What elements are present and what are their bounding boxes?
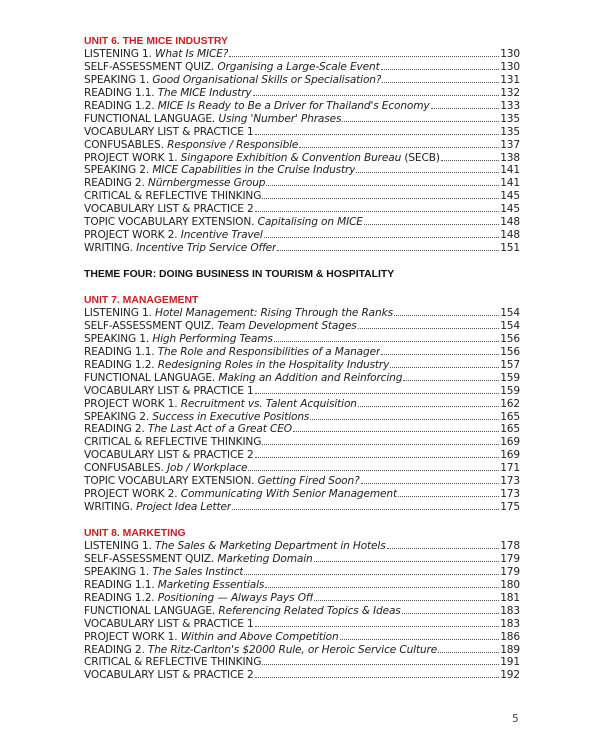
toc-entry-text	[84, 113, 341, 126]
toc-entry[interactable]	[84, 61, 520, 74]
entry-section-label: SELF-ASSESSMENT QUIZ.	[84, 60, 218, 73]
toc-entry[interactable]	[84, 540, 520, 553]
dot-leader	[381, 69, 500, 70]
toc-entry[interactable]	[84, 177, 520, 190]
dot-leader	[255, 211, 500, 212]
toc-entry-text	[84, 436, 261, 449]
entry-page-number: 133	[500, 99, 520, 112]
toc-entry-text	[84, 100, 430, 113]
entry-page-number: 191	[500, 656, 520, 669]
dot-leader	[255, 626, 500, 627]
toc-entry[interactable]	[84, 100, 520, 113]
entry-page-number: 145	[500, 190, 520, 203]
entry-section-label: SPEAKING 2.	[84, 410, 153, 423]
toc-entry-text	[84, 385, 254, 398]
entry-title: Positioning — Always Pays Off	[157, 591, 314, 604]
entry-title: The Sales Instinct	[152, 565, 244, 578]
entry-title: Team Development Stages	[217, 319, 357, 332]
entry-title: Redesigning Roles in the Hospitality Industry	[157, 358, 390, 371]
dot-leader	[253, 95, 500, 96]
dot-leader	[262, 198, 499, 199]
entry-section-label: VOCABULARY LIST & PRACTICE 1	[84, 617, 254, 630]
toc-entry-text	[84, 229, 263, 242]
entry-title: Good Organisational Skills or Specialisation?	[152, 73, 382, 86]
entry-page-number: 181	[500, 591, 520, 604]
dot-leader	[274, 341, 499, 342]
dot-leader	[266, 185, 499, 186]
entry-page-number: 179	[500, 565, 520, 578]
toc-entry-text	[84, 242, 276, 255]
entry-title: High Performing Teams	[152, 332, 273, 345]
theme-heading: THEME FOUR: DOING BUSINESS IN TOURISM & HOSPITALITY	[84, 269, 395, 280]
dot-leader	[356, 172, 499, 173]
toc-entry[interactable]	[84, 242, 520, 255]
toc-entry[interactable]	[84, 669, 520, 682]
toc-entry[interactable]	[84, 436, 520, 449]
entry-section-label: VOCABULARY LIST & PRACTICE 1	[84, 384, 254, 397]
entry-page-number: 180	[500, 578, 520, 591]
entry-page-number: 173	[500, 475, 520, 488]
toc-entry[interactable]	[84, 475, 520, 488]
entry-page-number: 178	[500, 540, 520, 552]
entry-section-label: CONFUSABLES.	[84, 462, 168, 475]
entry-title: Singapore Exhibition & Convention Bureau	[180, 151, 402, 164]
toc-entry[interactable]	[84, 644, 520, 657]
entry-title: Project Idea Letter	[136, 501, 232, 514]
dot-leader	[342, 121, 499, 122]
entry-page-number: 138	[500, 151, 520, 164]
dot-leader	[381, 354, 499, 355]
toc-entry-text	[84, 449, 254, 462]
toc-entry-text	[84, 644, 437, 657]
toc-entry[interactable]	[84, 203, 520, 216]
entry-title: Within and Above Competition	[180, 630, 339, 643]
entry-section-label: READING 2.	[84, 423, 148, 436]
dot-leader	[441, 160, 499, 161]
toc-entry[interactable]	[84, 216, 520, 229]
entry-page-number: 183	[500, 617, 520, 630]
toc-entry-text	[84, 203, 254, 216]
toc-entry[interactable]	[84, 48, 520, 61]
entry-title: Responsive / Responsible	[167, 138, 299, 151]
entry-title: The Sales & Marketing Department in Hotels	[155, 540, 386, 552]
entry-title: Hotel Management: Rising Through the Ranks	[155, 307, 393, 319]
toc-entry-text	[84, 333, 273, 346]
dot-leader	[255, 457, 500, 458]
dot-leader	[431, 108, 500, 109]
entry-section-label: READING 1.2.	[84, 99, 158, 112]
dot-leader	[358, 406, 499, 407]
toc-entry-text	[84, 48, 228, 61]
toc-entry[interactable]	[84, 164, 520, 177]
entry-section-label: FUNCTIONAL LANGUAGE.	[84, 604, 219, 617]
dot-leader	[358, 328, 500, 329]
entry-title: Capitalising on MICE	[257, 216, 363, 229]
dot-leader	[232, 509, 499, 510]
entry-section-label: LISTENING 1.	[84, 307, 155, 319]
toc-entry-text	[84, 488, 397, 501]
entry-page-number: 171	[500, 462, 520, 475]
entry-section-label: SELF-ASSESSMENT QUIZ.	[84, 552, 218, 565]
entry-page-number: 130	[500, 60, 520, 73]
dot-leader	[262, 444, 499, 445]
unit-heading: UNIT 8. MARKETING	[84, 528, 186, 539]
entry-title: The MICE Industry	[157, 86, 252, 99]
dot-leader	[390, 367, 499, 368]
dot-leader	[248, 470, 499, 471]
toc-entry-text	[84, 656, 261, 669]
entry-title: Incentive Trip Service Offer	[136, 242, 277, 255]
dot-leader	[310, 419, 499, 420]
toc-entry-text	[84, 320, 357, 333]
entry-section-label: READING 2.	[84, 643, 148, 656]
dot-leader	[255, 134, 500, 135]
entry-section-label: PROJECT WORK 2.	[84, 488, 181, 501]
entry-section-label: FUNCTIONAL LANGUAGE.	[84, 371, 219, 384]
toc-entry-text	[84, 190, 261, 203]
toc-entry[interactable]	[84, 152, 520, 165]
entry-page-number: 154	[500, 307, 520, 319]
toc-entry[interactable]	[84, 190, 520, 203]
toc-entry[interactable]	[84, 618, 520, 631]
toc-entry-text	[84, 540, 386, 553]
toc-entry[interactable]	[84, 87, 520, 100]
entry-page-number: 169	[500, 436, 520, 449]
toc-entry-text	[84, 346, 380, 359]
toc-entry-text	[84, 411, 309, 424]
entry-section-label: SPEAKING 2.	[84, 164, 153, 177]
entry-section-label: READING 1.1.	[84, 345, 158, 358]
entry-section-label: READING 1.2.	[84, 591, 158, 604]
entry-title: Referencing Related Topics & Ideas	[218, 604, 401, 617]
dot-leader	[402, 613, 500, 614]
entry-title-suffix: (SECB)	[401, 151, 440, 164]
toc-entry[interactable]	[84, 605, 520, 618]
entry-page-number: 169	[500, 449, 520, 462]
entry-page-number: 165	[500, 423, 520, 436]
entry-title: Organising a Large-Scale Event	[217, 60, 380, 73]
entry-title: Incentive Travel	[180, 229, 263, 242]
entry-section-label: CRITICAL & REFLECTIVE THINKING	[84, 190, 262, 203]
toc-entry-text	[84, 126, 254, 139]
toc-entry-text	[84, 164, 355, 177]
entry-section-label: CRITICAL & REFLECTIVE THINKING	[84, 656, 262, 669]
entry-section-label: PROJECT WORK 2.	[84, 229, 181, 242]
entry-title: Marketing Essentials	[157, 578, 265, 591]
toc-entry-text	[84, 669, 254, 682]
section-gap	[84, 255, 520, 268]
toc-entry[interactable]	[84, 372, 520, 385]
entry-page-number: 183	[500, 604, 520, 617]
toc-entry[interactable]	[84, 462, 520, 475]
toc-entry[interactable]	[84, 359, 520, 372]
entry-page-number: 162	[500, 397, 520, 410]
toc-entry[interactable]	[84, 385, 520, 398]
dot-leader	[277, 250, 499, 251]
entry-section-label: PROJECT WORK 1.	[84, 151, 181, 164]
entry-section-label: LISTENING 1.	[84, 48, 155, 60]
toc-entry[interactable]	[84, 656, 520, 669]
entry-page-number: 141	[500, 177, 520, 190]
toc-entry-text	[84, 566, 243, 579]
entry-title: Using 'Number' Phrases	[218, 112, 342, 125]
toc-entry-text	[84, 398, 357, 411]
toc-entry[interactable]	[84, 113, 520, 126]
entry-section-label: SELF-ASSESSMENT QUIZ.	[84, 319, 218, 332]
toc-entry[interactable]	[84, 501, 520, 514]
toc-entry-text	[84, 462, 247, 475]
dot-leader	[293, 431, 499, 432]
toc-entry-text	[84, 359, 389, 372]
entry-section-label: LISTENING 1.	[84, 540, 155, 552]
entry-page-number: 179	[500, 552, 520, 565]
toc-entry[interactable]	[84, 398, 520, 411]
entry-section-label: READING 2.	[84, 177, 148, 190]
toc-entry[interactable]	[84, 592, 520, 605]
entry-section-label: FUNCTIONAL LANGUAGE.	[84, 112, 219, 125]
dot-leader	[314, 600, 499, 601]
toc-entry[interactable]	[84, 553, 520, 566]
toc-entry[interactable]	[84, 333, 520, 346]
entry-page-number: 186	[500, 630, 520, 643]
toc-entry-text	[84, 307, 393, 320]
table-of-contents	[84, 35, 520, 682]
dot-leader	[364, 224, 499, 225]
entry-section-label: TOPIC VOCABULARY EXTENSION.	[84, 475, 258, 488]
entry-page-number: 159	[500, 371, 520, 384]
dot-leader	[265, 587, 499, 588]
entry-section-label: READING 1.1.	[84, 86, 158, 99]
section-gap	[84, 514, 520, 527]
toc-entry[interactable]	[84, 320, 520, 333]
entry-page-number: 165	[500, 410, 520, 423]
dot-leader	[403, 380, 499, 381]
toc-entry[interactable]	[84, 631, 520, 644]
entry-page-number: 145	[500, 203, 520, 216]
entry-section-label: CONFUSABLES.	[84, 138, 168, 151]
entry-section-label: SPEAKING 1.	[84, 332, 153, 345]
entry-page-number: 154	[500, 319, 520, 332]
dot-leader	[382, 82, 499, 83]
entry-section-label: PROJECT WORK 1.	[84, 397, 181, 410]
toc-entry-text	[84, 618, 254, 631]
entry-page-number: 159	[500, 384, 520, 397]
entry-section-label: VOCABULARY LIST & PRACTICE 2	[84, 669, 254, 682]
entry-page-number: 156	[500, 332, 520, 345]
entry-title: What Is MICE?	[155, 48, 229, 60]
dot-leader	[244, 574, 499, 575]
toc-entry-text	[84, 61, 380, 74]
toc-entry[interactable]	[84, 229, 520, 242]
toc-entry-text	[84, 372, 402, 385]
toc-entry[interactable]	[84, 449, 520, 462]
entry-page-number: 137	[500, 138, 520, 151]
entry-title: Nürnbergmesse Group	[147, 177, 266, 190]
toc-entry[interactable]	[84, 307, 520, 320]
dot-leader	[262, 664, 499, 665]
dot-leader	[398, 496, 499, 497]
entry-page-number: 132	[500, 86, 520, 99]
entry-title: Job / Workplace	[167, 462, 248, 475]
entry-page-number: 192	[500, 669, 520, 682]
toc-entry-text	[84, 631, 339, 644]
entry-title: Marketing Domain	[217, 552, 313, 565]
toc-entry-text	[84, 553, 313, 566]
entry-section-label: WRITING.	[84, 501, 137, 514]
entry-title: Recruitment vs. Talent Acquisition	[180, 397, 357, 410]
dot-leader	[299, 147, 499, 148]
entry-page-number: 156	[500, 345, 520, 358]
toc-entry[interactable]	[84, 566, 520, 579]
dot-leader	[229, 56, 499, 57]
toc-entry[interactable]	[84, 346, 520, 359]
entry-page-number: 141	[500, 164, 520, 177]
section-gap	[84, 281, 520, 294]
toc-entry-text	[84, 423, 292, 436]
entry-page-number: 173	[500, 488, 520, 501]
toc-entry[interactable]	[84, 74, 520, 87]
entry-title: MICE Capabilities in the Cruise Industry	[152, 164, 356, 177]
entry-section-label: VOCABULARY LIST & PRACTICE 2	[84, 203, 254, 216]
entry-section-label: WRITING.	[84, 242, 137, 255]
entry-section-label: READING 1.2.	[84, 358, 158, 371]
entry-title: Communicating With Senior Management	[180, 488, 397, 501]
toc-entry-text	[84, 579, 264, 592]
dot-leader	[438, 652, 499, 653]
toc-entry-text	[84, 139, 298, 152]
dot-leader	[264, 237, 500, 238]
entry-title: The Ritz-Carlton's $2000 Rule, or Heroic Service Culture	[147, 643, 438, 656]
unit-heading: UNIT 6. THE MICE INDUSTRY	[84, 36, 228, 47]
entry-page-number: 157	[500, 358, 520, 371]
dot-leader	[361, 483, 500, 484]
entry-page-number: 175	[500, 501, 520, 514]
toc-entry-text	[84, 592, 313, 605]
dot-leader	[394, 315, 499, 316]
dot-leader	[255, 393, 500, 394]
toc-entry[interactable]	[84, 126, 520, 139]
toc-entry-text	[84, 177, 265, 190]
entry-page-number: 131	[500, 73, 520, 86]
toc-entry-text	[84, 216, 363, 229]
toc-entry-text	[84, 74, 381, 87]
entry-section-label: TOPIC VOCABULARY EXTENSION.	[84, 216, 258, 229]
entry-title: The Last Act of a Great CEO	[147, 423, 292, 436]
toc-entry[interactable]	[84, 411, 520, 424]
entry-page-number: 148	[500, 229, 520, 242]
entry-title: Making an Addition and Reinforcing	[218, 371, 403, 384]
entry-page-number: 148	[500, 216, 520, 229]
entry-title: The Role and Responsibilities of a Manager	[157, 345, 381, 358]
entry-section-label: SPEAKING 1.	[84, 565, 153, 578]
entry-section-label: SPEAKING 1.	[84, 73, 153, 86]
entry-page-number: 135	[500, 125, 520, 138]
dot-leader	[255, 677, 500, 678]
entry-title: Getting Fired Soon?	[257, 475, 360, 488]
entry-section-label: VOCABULARY LIST & PRACTICE 2	[84, 449, 254, 462]
entry-page-number: 130	[500, 48, 520, 60]
page-number: 5	[512, 713, 519, 725]
entry-section-label: VOCABULARY LIST & PRACTICE 1	[84, 125, 254, 138]
dot-leader	[387, 548, 500, 549]
entry-title: MICE Is Ready to Be a Driver for Thailand's Economy	[157, 99, 430, 112]
toc-entry-text	[84, 152, 440, 165]
unit-heading: UNIT 7. MANAGEMENT	[84, 295, 199, 306]
toc-entry[interactable]	[84, 579, 520, 592]
entry-section-label: PROJECT WORK 1.	[84, 630, 181, 643]
toc-entry[interactable]	[84, 423, 520, 436]
entry-page-number: 135	[500, 112, 520, 125]
dot-leader	[340, 639, 500, 640]
toc-entry[interactable]	[84, 488, 520, 501]
toc-entry-text	[84, 475, 360, 488]
entry-section-label: CRITICAL & REFLECTIVE THINKING	[84, 436, 262, 449]
toc-entry-text	[84, 605, 401, 618]
entry-page-number: 151	[500, 242, 520, 255]
toc-entry[interactable]	[84, 139, 520, 152]
toc-entry-text	[84, 87, 252, 100]
dot-leader	[314, 561, 500, 562]
entry-page-number: 189	[500, 643, 520, 656]
entry-section-label: READING 1.1.	[84, 578, 158, 591]
entry-title: Success in Executive Positions	[152, 410, 310, 423]
toc-entry-text	[84, 501, 231, 514]
